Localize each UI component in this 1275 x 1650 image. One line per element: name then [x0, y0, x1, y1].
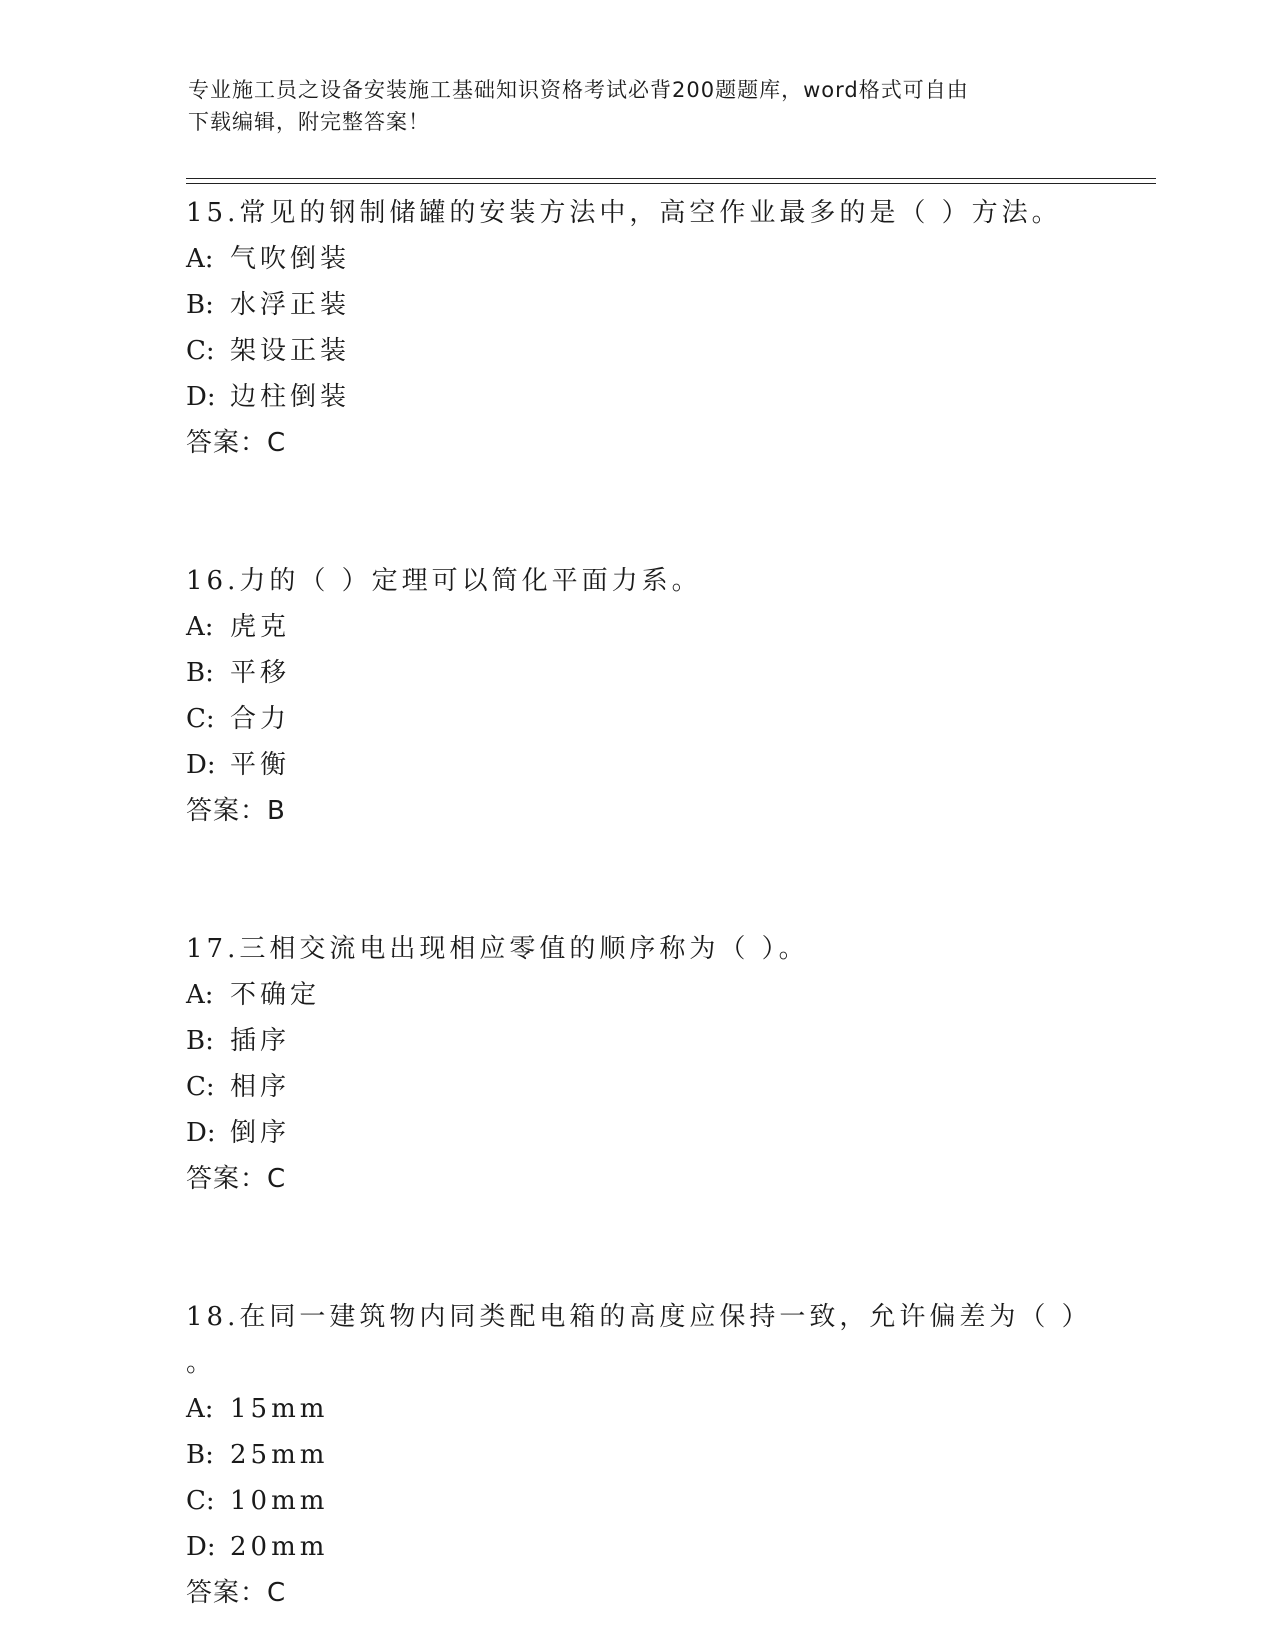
header-line-2: 下载编辑，附完整答案！ — [188, 110, 430, 134]
option-d — [186, 1524, 1086, 1570]
option-b — [186, 282, 1086, 328]
option-text: 10mm — [230, 1486, 329, 1516]
question-18 — [186, 1294, 1092, 1616]
option-letter: A: — [186, 244, 214, 274]
option-text: 边柱倒装 — [230, 382, 351, 412]
option-c — [186, 1478, 1086, 1524]
question-stem: 16.力的（ ）定理可以简化平面力系。 — [186, 566, 702, 596]
question-stem-continuation: 。 — [186, 1348, 217, 1378]
option-letter: D: — [186, 1532, 216, 1562]
option-letter: B: — [186, 658, 214, 688]
option-text: 平移 — [230, 658, 291, 688]
option-letter: A: — [186, 980, 214, 1010]
option-letter: C: — [186, 1072, 215, 1102]
option-text: 15mm — [230, 1394, 329, 1424]
option-letter: B: — [186, 290, 214, 320]
option-c — [186, 328, 1086, 374]
answer-line: 答案：C — [186, 1164, 287, 1194]
option-text: 相序 — [230, 1072, 291, 1102]
option-letter: D: — [186, 750, 216, 780]
spacer — [186, 834, 1086, 926]
option-text: 倒序 — [230, 1118, 291, 1148]
spacer — [186, 1202, 1086, 1294]
question-stem: 18.在同一建筑物内同类配电箱的高度应保持一致，允许偏差为（ ） — [186, 1302, 1092, 1332]
answer-line: 答案：C — [186, 1578, 287, 1608]
option-letter: B: — [186, 1440, 214, 1470]
option-c — [186, 696, 1086, 742]
option-d — [186, 1110, 1086, 1156]
option-letter: C: — [186, 1486, 215, 1516]
option-letter: A: — [186, 1394, 214, 1424]
question-16 — [186, 558, 1086, 926]
option-a — [186, 236, 1086, 282]
option-b — [186, 1432, 1086, 1478]
option-text: 不确定 — [230, 980, 321, 1010]
option-a — [186, 604, 1086, 650]
header-divider-bottom — [186, 183, 1156, 184]
spacer — [186, 466, 1086, 558]
question-17 — [186, 926, 1086, 1294]
option-text: 插序 — [230, 1026, 291, 1056]
question-stem: 17.三相交流电出现相应零值的顺序称为（ ）。 — [186, 934, 809, 964]
document-header — [188, 74, 1068, 138]
option-letter: D: — [186, 382, 216, 412]
option-b — [186, 650, 1086, 696]
option-text: 虎克 — [230, 612, 291, 642]
option-b — [186, 1018, 1086, 1064]
option-text: 合力 — [230, 704, 291, 734]
option-d — [186, 742, 1086, 788]
option-d — [186, 374, 1086, 420]
option-letter: B: — [186, 1026, 214, 1056]
question-list — [186, 190, 1092, 1616]
option-text: 平衡 — [230, 750, 291, 780]
option-text: 20mm — [230, 1532, 329, 1562]
answer-line: 答案：B — [186, 796, 286, 826]
question-stem: 15.常见的钢制储罐的安装方法中，高空作业最多的是（ ）方法。 — [186, 198, 1062, 228]
option-letter: D: — [186, 1118, 216, 1148]
option-letter: C: — [186, 336, 215, 366]
option-text: 25mm — [230, 1440, 329, 1470]
option-letter: C: — [186, 704, 215, 734]
option-letter: A: — [186, 612, 214, 642]
option-a — [186, 972, 1086, 1018]
option-a — [186, 1386, 1086, 1432]
option-text: 水浮正装 — [230, 290, 351, 320]
header-divider-top — [186, 178, 1156, 179]
answer-line: 答案：C — [186, 428, 287, 458]
option-c — [186, 1064, 1086, 1110]
option-text: 气吹倒装 — [230, 244, 351, 274]
header-line-1: 专业施工员之设备安装施工基础知识资格考试必背200题题库，word格式可自由 — [188, 78, 969, 102]
option-text: 架设正装 — [230, 336, 351, 366]
question-15 — [186, 190, 1086, 558]
